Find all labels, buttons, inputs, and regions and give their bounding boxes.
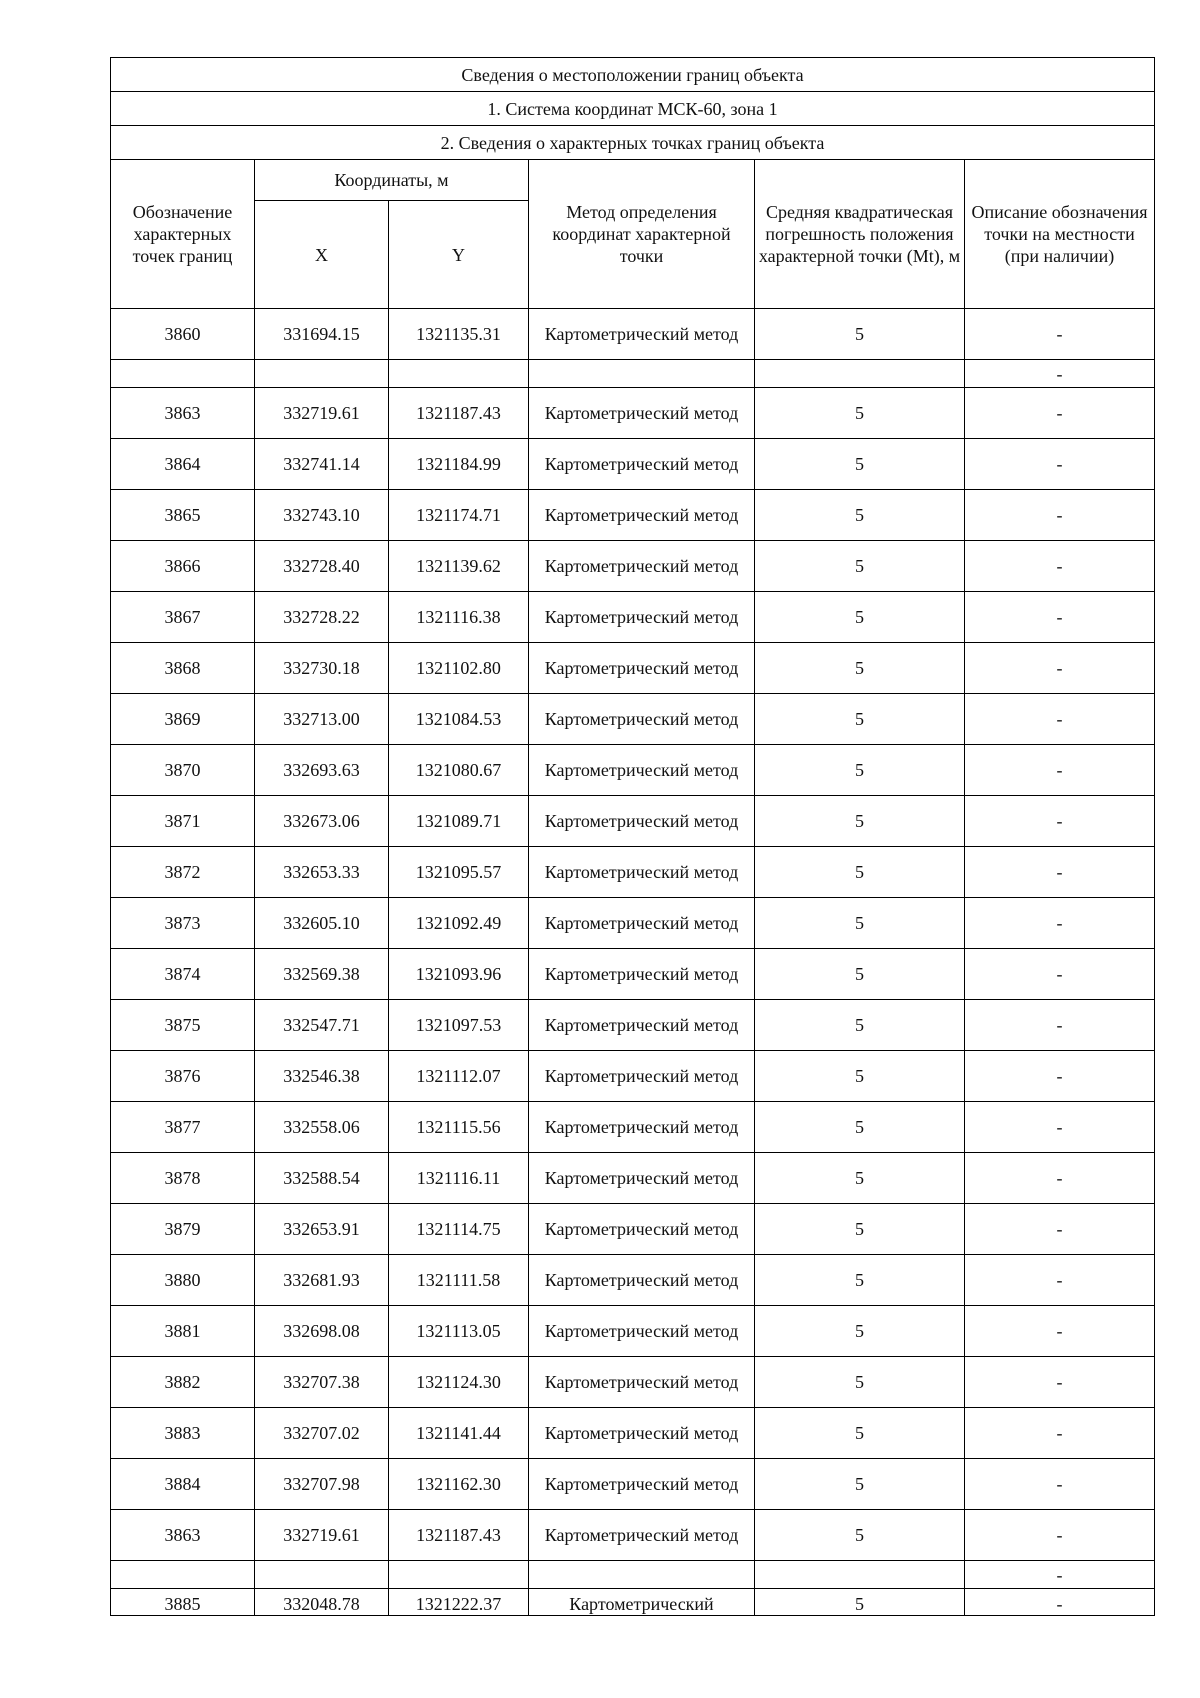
description-cell: - bbox=[965, 796, 1155, 847]
point-cell: 3865 bbox=[111, 490, 255, 541]
table-row bbox=[111, 1459, 1155, 1510]
y-cell: 1321174.71 bbox=[389, 490, 529, 541]
error-cell: 5 bbox=[755, 592, 965, 643]
error-cell: 5 bbox=[755, 643, 965, 694]
error-cell: 5 bbox=[755, 1357, 965, 1408]
error-cell: 5 bbox=[755, 1153, 965, 1204]
table-title: Сведения о местоположении границ объекта bbox=[111, 58, 1155, 92]
error-cell: 5 bbox=[755, 1204, 965, 1255]
y-cell bbox=[389, 1561, 529, 1589]
description-cell: - bbox=[965, 309, 1155, 360]
error-cell: 5 bbox=[755, 1510, 965, 1561]
point-cell: 3875 bbox=[111, 1000, 255, 1051]
method-cell: Картометрический метод bbox=[529, 1153, 755, 1204]
y-cell: 1321084.53 bbox=[389, 694, 529, 745]
y-cell: 1321116.38 bbox=[389, 592, 529, 643]
method-cell: Картометрический метод bbox=[529, 1102, 755, 1153]
header-description: Описание обозначения точки на местности (при наличии) bbox=[965, 160, 1155, 309]
error-cell: 5 bbox=[755, 1459, 965, 1510]
method-cell: Картометрический метод bbox=[529, 1204, 755, 1255]
x-cell: 332713.00 bbox=[255, 694, 389, 745]
x-cell: 332707.98 bbox=[255, 1459, 389, 1510]
description-cell: - bbox=[965, 1589, 1155, 1616]
x-cell: 332681.93 bbox=[255, 1255, 389, 1306]
y-cell: 1321089.71 bbox=[389, 796, 529, 847]
method-cell: Картометрический метод bbox=[529, 1051, 755, 1102]
description-cell: - bbox=[965, 1102, 1155, 1153]
x-cell: 332719.61 bbox=[255, 388, 389, 439]
method-cell bbox=[529, 360, 755, 388]
x-cell bbox=[255, 1561, 389, 1589]
description-cell: - bbox=[965, 1051, 1155, 1102]
description-cell: - bbox=[965, 1510, 1155, 1561]
table-row bbox=[111, 309, 1155, 360]
error-cell: 5 bbox=[755, 541, 965, 592]
method-cell bbox=[529, 1561, 755, 1589]
point-cell: 3860 bbox=[111, 309, 255, 360]
x-cell: 332546.38 bbox=[255, 1051, 389, 1102]
x-cell: 332728.40 bbox=[255, 541, 389, 592]
table-row bbox=[111, 541, 1155, 592]
header-method: Метод определения координат характерной точки bbox=[529, 160, 755, 309]
error-cell: 5 bbox=[755, 1408, 965, 1459]
method-cell: Картометрический метод bbox=[529, 1306, 755, 1357]
method-cell: Картометрический метод bbox=[529, 694, 755, 745]
table-row bbox=[111, 1204, 1155, 1255]
point-cell: 3870 bbox=[111, 745, 255, 796]
section-title: 2. Сведения о характерных точках границ объекта bbox=[111, 126, 1155, 160]
point-cell: 3884 bbox=[111, 1459, 255, 1510]
point-cell: 3867 bbox=[111, 592, 255, 643]
table-row-gap bbox=[111, 1561, 1155, 1589]
x-cell: 332693.63 bbox=[255, 745, 389, 796]
x-cell: 332653.91 bbox=[255, 1204, 389, 1255]
point-cell: 3876 bbox=[111, 1051, 255, 1102]
table-row bbox=[111, 1510, 1155, 1561]
description-cell: - bbox=[965, 1000, 1155, 1051]
table-row bbox=[111, 439, 1155, 490]
point-cell: 3874 bbox=[111, 949, 255, 1000]
method-cell: Картометрический метод bbox=[529, 1408, 755, 1459]
table-row bbox=[111, 643, 1155, 694]
point-cell: 3869 bbox=[111, 694, 255, 745]
y-cell bbox=[389, 360, 529, 388]
error-cell: 5 bbox=[755, 439, 965, 490]
x-cell: 332730.18 bbox=[255, 643, 389, 694]
point-cell: 3881 bbox=[111, 1306, 255, 1357]
method-cell: Картометрический метод bbox=[529, 541, 755, 592]
error-cell: 5 bbox=[755, 949, 965, 1000]
description-cell: - bbox=[965, 360, 1155, 388]
description-cell: - bbox=[965, 643, 1155, 694]
header-error: Средняя квадратическая погрешность положения характерной точки (Mt), м bbox=[755, 160, 965, 309]
x-cell: 332605.10 bbox=[255, 898, 389, 949]
y-cell: 1321187.43 bbox=[389, 1510, 529, 1561]
header-y: Y bbox=[389, 201, 529, 309]
method-cell: Картометрический метод bbox=[529, 1000, 755, 1051]
description-cell: - bbox=[965, 388, 1155, 439]
y-cell: 1321184.99 bbox=[389, 439, 529, 490]
y-cell: 1321139.62 bbox=[389, 541, 529, 592]
y-cell: 1321092.49 bbox=[389, 898, 529, 949]
error-cell bbox=[755, 360, 965, 388]
x-cell: 332653.33 bbox=[255, 847, 389, 898]
x-cell: 332707.38 bbox=[255, 1357, 389, 1408]
point-cell bbox=[111, 360, 255, 388]
error-cell: 5 bbox=[755, 490, 965, 541]
method-cell: Картометрический метод bbox=[529, 1357, 755, 1408]
table-row bbox=[111, 1102, 1155, 1153]
error-cell: 5 bbox=[755, 1589, 965, 1616]
method-cell: Картометрический метод bbox=[529, 1255, 755, 1306]
description-cell: - bbox=[965, 1561, 1155, 1589]
method-cell: Картометрический метод bbox=[529, 745, 755, 796]
method-cell: Картометрический метод bbox=[529, 1459, 755, 1510]
error-cell: 5 bbox=[755, 847, 965, 898]
x-cell: 332588.54 bbox=[255, 1153, 389, 1204]
table-row bbox=[111, 388, 1155, 439]
table-row bbox=[111, 1589, 1155, 1616]
method-cell: Картометрический метод bbox=[529, 643, 755, 694]
boundary-points-table bbox=[110, 57, 1155, 1616]
method-cell: Картометрический метод bbox=[529, 592, 755, 643]
table-row bbox=[111, 745, 1155, 796]
table-row bbox=[111, 490, 1155, 541]
description-cell: - bbox=[965, 541, 1155, 592]
table-row bbox=[111, 1255, 1155, 1306]
point-cell: 3880 bbox=[111, 1255, 255, 1306]
point-cell: 3871 bbox=[111, 796, 255, 847]
error-cell: 5 bbox=[755, 796, 965, 847]
point-cell: 3883 bbox=[111, 1408, 255, 1459]
x-cell: 332673.06 bbox=[255, 796, 389, 847]
y-cell: 1321141.44 bbox=[389, 1408, 529, 1459]
y-cell: 1321114.75 bbox=[389, 1204, 529, 1255]
method-cell: Картометрический метод bbox=[529, 949, 755, 1000]
table-row bbox=[111, 694, 1155, 745]
error-cell: 5 bbox=[755, 1102, 965, 1153]
description-cell: - bbox=[965, 1408, 1155, 1459]
table-row bbox=[111, 1306, 1155, 1357]
point-cell: 3885 bbox=[111, 1589, 255, 1616]
coordinate-system: 1. Система координат МСК-60, зона 1 bbox=[111, 92, 1155, 126]
error-cell bbox=[755, 1561, 965, 1589]
table-row bbox=[111, 1408, 1155, 1459]
description-cell: - bbox=[965, 1357, 1155, 1408]
description-cell: - bbox=[965, 1306, 1155, 1357]
x-cell: 332741.14 bbox=[255, 439, 389, 490]
table-row bbox=[111, 592, 1155, 643]
error-cell: 5 bbox=[755, 388, 965, 439]
y-cell: 1321093.96 bbox=[389, 949, 529, 1000]
y-cell: 1321095.57 bbox=[389, 847, 529, 898]
point-cell: 3877 bbox=[111, 1102, 255, 1153]
error-cell: 5 bbox=[755, 745, 965, 796]
method-cell: Картометрический метод bbox=[529, 898, 755, 949]
y-cell: 1321113.05 bbox=[389, 1306, 529, 1357]
point-cell bbox=[111, 1561, 255, 1589]
description-cell: - bbox=[965, 439, 1155, 490]
x-cell: 332048.78 bbox=[255, 1589, 389, 1616]
description-cell: - bbox=[965, 490, 1155, 541]
header-coords: Координаты, м bbox=[255, 160, 529, 201]
point-cell: 3879 bbox=[111, 1204, 255, 1255]
table-row bbox=[111, 847, 1155, 898]
table-row bbox=[111, 1357, 1155, 1408]
point-cell: 3863 bbox=[111, 1510, 255, 1561]
point-cell: 3878 bbox=[111, 1153, 255, 1204]
y-cell: 1321187.43 bbox=[389, 388, 529, 439]
y-cell: 1321112.07 bbox=[389, 1051, 529, 1102]
x-cell: 332569.38 bbox=[255, 949, 389, 1000]
x-cell: 332547.71 bbox=[255, 1000, 389, 1051]
header-x: X bbox=[255, 201, 389, 309]
description-cell: - bbox=[965, 592, 1155, 643]
table-row bbox=[111, 1051, 1155, 1102]
point-cell: 3868 bbox=[111, 643, 255, 694]
description-cell: - bbox=[965, 1255, 1155, 1306]
y-cell: 1321124.30 bbox=[389, 1357, 529, 1408]
error-cell: 5 bbox=[755, 309, 965, 360]
y-cell: 1321080.67 bbox=[389, 745, 529, 796]
error-cell: 5 bbox=[755, 1051, 965, 1102]
header-point: Обозначение характерных точек границ bbox=[111, 160, 255, 309]
error-cell: 5 bbox=[755, 898, 965, 949]
y-cell: 1321116.11 bbox=[389, 1153, 529, 1204]
method-cell: Картометрический метод bbox=[529, 847, 755, 898]
point-cell: 3866 bbox=[111, 541, 255, 592]
description-cell: - bbox=[965, 694, 1155, 745]
x-cell: 332743.10 bbox=[255, 490, 389, 541]
description-cell: - bbox=[965, 847, 1155, 898]
y-cell: 1321162.30 bbox=[389, 1459, 529, 1510]
method-cell: Картометрический метод bbox=[529, 439, 755, 490]
y-cell: 1321102.80 bbox=[389, 643, 529, 694]
table-row bbox=[111, 949, 1155, 1000]
error-cell: 5 bbox=[755, 1306, 965, 1357]
x-cell bbox=[255, 360, 389, 388]
table-row bbox=[111, 1153, 1155, 1204]
point-cell: 3863 bbox=[111, 388, 255, 439]
method-cell: Картометрический bbox=[529, 1589, 755, 1616]
method-cell: Картометрический метод bbox=[529, 796, 755, 847]
method-cell: Картометрический метод bbox=[529, 1510, 755, 1561]
description-cell: - bbox=[965, 898, 1155, 949]
y-cell: 1321222.37 bbox=[389, 1589, 529, 1616]
table-row bbox=[111, 796, 1155, 847]
x-cell: 332558.06 bbox=[255, 1102, 389, 1153]
error-cell: 5 bbox=[755, 1000, 965, 1051]
x-cell: 332728.22 bbox=[255, 592, 389, 643]
description-cell: - bbox=[965, 1459, 1155, 1510]
method-cell: Картометрический метод bbox=[529, 309, 755, 360]
description-cell: - bbox=[965, 1204, 1155, 1255]
x-cell: 332707.02 bbox=[255, 1408, 389, 1459]
x-cell: 332719.61 bbox=[255, 1510, 389, 1561]
point-cell: 3873 bbox=[111, 898, 255, 949]
y-cell: 1321115.56 bbox=[389, 1102, 529, 1153]
point-cell: 3872 bbox=[111, 847, 255, 898]
x-cell: 331694.15 bbox=[255, 309, 389, 360]
error-cell: 5 bbox=[755, 1255, 965, 1306]
y-cell: 1321111.58 bbox=[389, 1255, 529, 1306]
method-cell: Картометрический метод bbox=[529, 388, 755, 439]
y-cell: 1321135.31 bbox=[389, 309, 529, 360]
description-cell: - bbox=[965, 949, 1155, 1000]
method-cell: Картометрический метод bbox=[529, 490, 755, 541]
table-row-gap bbox=[111, 360, 1155, 388]
table-row bbox=[111, 898, 1155, 949]
error-cell: 5 bbox=[755, 694, 965, 745]
description-cell: - bbox=[965, 1153, 1155, 1204]
table-row bbox=[111, 1000, 1155, 1051]
x-cell: 332698.08 bbox=[255, 1306, 389, 1357]
point-cell: 3864 bbox=[111, 439, 255, 490]
description-cell: - bbox=[965, 745, 1155, 796]
point-cell: 3882 bbox=[111, 1357, 255, 1408]
y-cell: 1321097.53 bbox=[389, 1000, 529, 1051]
